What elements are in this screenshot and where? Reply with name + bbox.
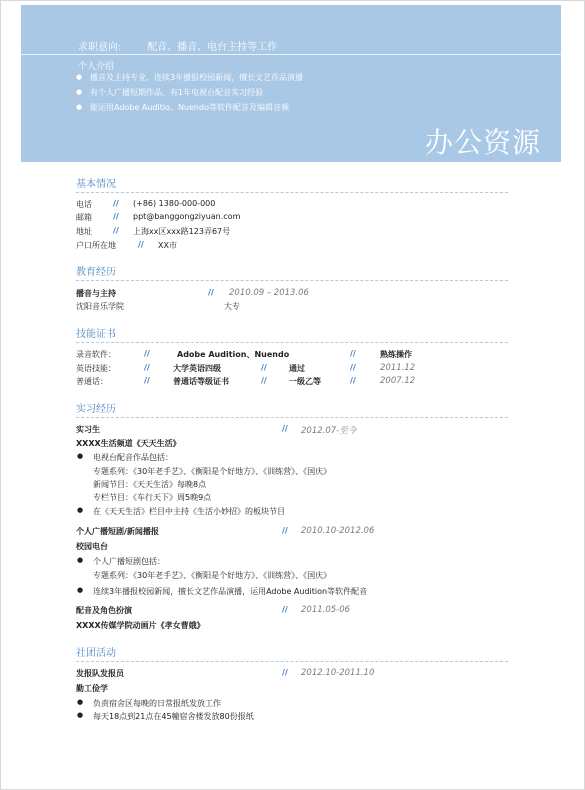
intro-title: 个人介绍 [78, 62, 115, 72]
separator: // [282, 526, 288, 535]
job-line: 专题系列：《30年老手艺》、《衡阳是个好地方》、《训练营》、《国庆》 [93, 571, 332, 580]
job-line: 专题系列：《30年老手艺》、《衡阳是个好地方》、《训练营》、《国庆》 [93, 467, 332, 476]
skill-item: 大学英语四级 [173, 364, 221, 373]
basic-section [76, 175, 508, 193]
section-title: 教育经历 [76, 263, 508, 281]
separator: // [208, 288, 214, 297]
separator: // [113, 212, 119, 221]
job-role: 实习生 [76, 425, 100, 434]
education-date: 2010.09 – 2013.06 [229, 288, 309, 298]
job-intention-value: 配音、播音、电台主持等工作 [147, 42, 278, 53]
job-bullet: 个人广播短剧包括： [93, 557, 165, 566]
job-intention-label: 求职意向: [78, 42, 122, 53]
education-section [76, 263, 508, 281]
job-line: 专栏节目：《车行天下》周5晚9点 [93, 493, 212, 502]
basic-value-address: 上海xx区xxx路123弄67号 [133, 227, 231, 236]
club-bullet: 每天18点到21点在45幢宿舍楼发放80份报纸 [93, 712, 254, 721]
separator: // [282, 668, 288, 677]
skill-label: 录音软件： [76, 350, 116, 359]
skill-label: 英语技能： [76, 364, 116, 373]
bullet-dot: ● [77, 711, 84, 719]
separator: // [144, 376, 150, 385]
section-title: 技能证书 [76, 325, 508, 343]
bullet-dot: ● [77, 698, 84, 706]
education-major: 播音与主持 [76, 289, 116, 298]
intro-item: ● 播音及主持专业，连续3年播报校园新闻，擅长文艺作品演播 [76, 70, 303, 85]
club-role: 发报队发报员 [76, 669, 124, 678]
separator: // [261, 376, 267, 385]
skill-date: 2011.12 [380, 363, 416, 373]
skill-label: 普通话： [76, 377, 108, 386]
bullet-dot: ● [77, 452, 84, 460]
separator: // [144, 349, 150, 358]
job-line: 新闻节目：《天天生活》每晚8点 [93, 480, 207, 489]
separator: // [350, 349, 356, 358]
skills-section [76, 325, 508, 343]
intro-list [76, 70, 303, 115]
section-title: 社团活动 [76, 644, 508, 662]
intro-item: ● 有个人广播短期作品，有1年电视台配音实习经验 [76, 85, 303, 100]
job-role: 个人广播短剧/新闻播报 [76, 527, 159, 536]
separator: // [113, 226, 119, 235]
job-org: XXXX传媒学院动画片《孝女曹娥》 [76, 621, 205, 630]
separator: // [282, 424, 288, 433]
basic-value-email: ppt@banggongziyuan.com [133, 212, 241, 221]
bullet-dot: ● [77, 506, 84, 514]
header-divider [21, 54, 561, 55]
bullet-dot: ● [77, 556, 84, 564]
job-role: 配音及角色扮演 [76, 606, 132, 615]
resume-header [21, 5, 561, 162]
skill-item: 普通话等级证书 [173, 377, 229, 386]
bullet-dot: ● [77, 586, 84, 594]
internship-section [76, 400, 508, 418]
intro-item: ● 能运用Adobe Auditio、Nuendo等软件配音及编辑音频 [76, 100, 303, 115]
skill-level: 通过 [289, 364, 305, 373]
club-date: 2012.10-2011.10 [301, 668, 375, 678]
brand-title: 办公资源 [424, 126, 541, 159]
job-intention [78, 38, 277, 53]
job-date: 2012.07-至今 [301, 426, 357, 436]
club-section [76, 644, 508, 662]
section-title: 实习经历 [76, 400, 508, 418]
basic-value-hukou: XX市 [158, 241, 177, 250]
basic-label-email: 邮箱 [76, 213, 92, 222]
separator: // [138, 240, 144, 249]
separator: // [261, 363, 267, 372]
skill-extra: 熟练操作 [380, 350, 412, 359]
separator: // [113, 199, 119, 208]
job-bullet: 电视台配音作品包括： [93, 453, 173, 462]
job-org: 校园电台 [76, 542, 108, 551]
basic-label-phone: 电话 [76, 200, 92, 209]
skill-level: 一级乙等 [289, 377, 321, 386]
education-degree: 大专 [224, 302, 240, 311]
club-org: 勤工俭学 [76, 684, 108, 693]
basic-value-phone: (+86) 1380-000-000 [133, 199, 216, 208]
separator: // [282, 605, 288, 614]
job-bullet: 连续3年播报校园新闻，擅长文艺作品演播，运用Adobe Audition等软件配音 [93, 587, 368, 596]
separator: // [350, 363, 356, 372]
education-school: 沈阳音乐学院 [76, 302, 124, 311]
separator: // [144, 363, 150, 372]
club-bullet: 负责宿舍区每晚的日常报纸发放工作 [93, 699, 221, 708]
basic-label-address: 地址 [76, 227, 92, 236]
job-org: XXXX生活频道《天天生活》 [76, 439, 181, 448]
skill-item: Adobe Audition、Nuendo [177, 350, 290, 359]
job-bullet: 在《天天生活》栏目中主持《生活小妙招》的板块节目 [93, 507, 285, 516]
job-date: 2011.05-06 [301, 605, 351, 615]
basic-label-hukou: 户口所在地 [76, 241, 116, 250]
section-title: 基本情况 [76, 175, 508, 193]
job-date: 2010.10-2012.06 [301, 526, 375, 536]
skill-date: 2007.12 [380, 376, 416, 386]
separator: // [350, 376, 356, 385]
